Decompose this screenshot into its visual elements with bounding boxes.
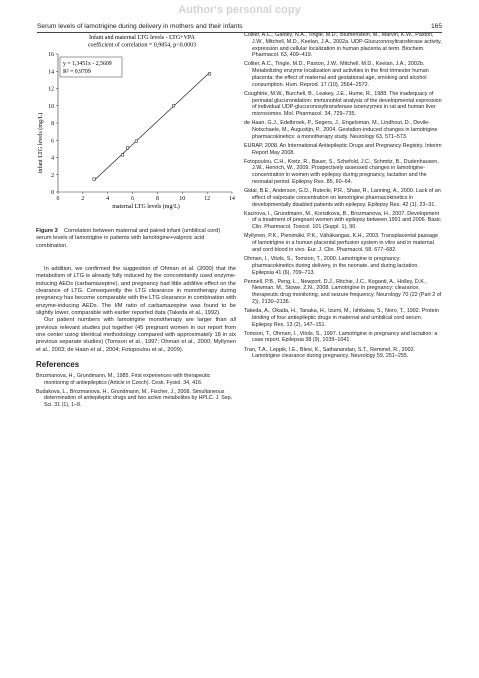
reference-item: Brozmanova, H., Grundmann, M., 1985. First experiences with therapeutic monitoring of antiepileptics (Article in Czech). Cesk. Fysiol. 34, 416.	[36, 373, 211, 386]
figure-caption-text: Correlation between maternal and paired infant (umbilical cord) serum levels of lamotrigine in patients with lamotrigine+valproic acid combination.	[36, 228, 221, 249]
data-point	[93, 178, 95, 180]
reference-item: Myllynen, P.K., Pienimäki, P.K., Vähäkangas, K.H., 2003. Transplacental passage of lamotrigine in a human placental perfusion system in vitro and in maternal and cord blood in vivo. Eur. J. Clin. Pharmacol. 58, 677–682.	[244, 233, 438, 253]
figure-3-chart	[36, 32, 236, 224]
reference-item: Kacirova, I., Grundmann, M., Koristkova, B., Brozmanova, H., 2007. Development of a treatment of pregnant women with epilepsy between 1991 and 2006. Basic Clin. Pharmacol. Toxicol. 101 (Suppl. 1), 90.	[244, 210, 441, 231]
chart-subtitle: coefficient of correlation = 0,9854, p<0.0003	[87, 42, 197, 49]
data-point	[135, 140, 137, 142]
watermark: Author's personal copy	[178, 4, 301, 16]
x-tick-label: 14	[229, 196, 235, 202]
x-tick-label: 4	[106, 196, 110, 202]
reference-item: EURAP, 2008. An International Antiepileptic Drugs and Pregnancy Registry. Interim Report May 2008.	[244, 142, 442, 156]
reference-item: Tran, T.A., Leppik, I.E., Blesi, K., Sathanandan, S.T., Remmel, R., 2002. Lamotrigine clearance during pregnancy. Neurology 59, 251–255.	[244, 346, 416, 360]
x-tick-label: 12	[204, 196, 211, 202]
y-tick-label: 0	[51, 190, 54, 196]
x-tick-label: 10	[179, 196, 186, 202]
paragraph-1: In addition, we confirmed the suggestion of Ohman et al. (2000) that the metabolism of LTG is already fully induced by the concomitantly used enzyme-inducing AEDs (carbamazepine), and pregnancy had little additive effect on the clearance of LTG. Consequently the LTG clearance in monotherapy during pregnancy has become comparable with the LTG clearance in combination with enzyme-inducing AEDs. The I/M ratio of carbamazepine was found to be slightly lower, comparable with earlier reported data (Takeda et al., 1992).	[36, 265, 237, 316]
data-point	[172, 105, 174, 107]
body-text	[36, 266, 236, 354]
references-left	[36, 373, 236, 409]
y-tick-label: 14	[48, 69, 54, 76]
data-point	[121, 154, 123, 156]
y-tick-label: 16	[48, 52, 54, 58]
reference-item: Budakova, L., Brozmanova, H., Grundmann, M., Fischer, J., 2008. Simultaneous determination of antiepileptic drugs and two active metabolites by HPLC. J. Sep. Sci. 31 (1), 1–8.	[36, 388, 233, 409]
reference-item: Pennell, P.B., Peng, L., Newport, D.J., Ritchie, J.C., Koganti, A., Holley, D.K., Newman, M., Stowe, Z.N., 2008. Lamotrigine in pregnancy: clearance, therapeutic drug monitoring, and seizure frequency. Neurology 70 (22 (Part 2 of 2)), 2130–2136.	[244, 278, 442, 305]
r-squared: R² = 0,9709	[63, 69, 91, 75]
x-tick-label: 8	[155, 196, 159, 202]
chart-title: Infant and maternal LTG levels - LTG+VPA	[88, 35, 196, 41]
y-tick-label: 6	[51, 138, 54, 145]
regression-equation: y = 1,3451x - 2,5609	[63, 61, 112, 67]
right-column	[244, 32, 442, 362]
y-axis-label: infant LTG levels (mg/L)	[38, 112, 44, 174]
scatter-plot	[36, 32, 236, 224]
reference-item: Takeda, A., Okada, H., Tanaka, H., Izumi, M., Ishikawa, S., Noro, T., 1992. Protein binding of four antiepileptic drugs in maternal and umbilical cord serum. Epilepsy Res. 13 (2), 147–151.	[244, 308, 439, 328]
reference-item: Coughtrie, M.W., Burchell, B., Leakey, J.E., Hume, R., 1988. The inadequacy of perinatal glucuronidation: immunoblot analysis of the developmental expression of individual UDP-glucuronosyltransferase isoenzymes in rat and human liver microsomes. Mol. Pharmacol. 34, 729–735.	[244, 90, 442, 118]
left-column	[36, 32, 236, 411]
y-tick-label: 10	[48, 103, 54, 110]
x-tick-label: 2	[81, 196, 85, 202]
data-point	[208, 73, 210, 75]
y-tick-label: 8	[51, 121, 54, 127]
reference-item: Collier, A.C., Ganley, N.A., Tingle, M.D., Blumenstein, M., Marvin, K.W., Paxton, J.W., Mitchell, M.D., Keelan, J.A., 2002a. UDP-Glucuronosyltransferase activity, expression and cellular localization in human placenta at term. Biochem. Pharmacol. 63, 409–419.	[244, 32, 442, 59]
trendline	[94, 73, 210, 181]
x-axis-label: maternal LTG levels (mg/L)	[112, 204, 180, 210]
plot-area	[48, 52, 235, 202]
reference-item: Collier, A.C., Tingle, M.D., Paxton, J.W., Mitchell, M.D., Keelan, J.A., 2002b. Metabolizing enzyme localization and activities in the first trimester human placenta: the effect of maternal and gestational age, smoking and alcohol consumption. Hum. Reprod. 17 (10), 2564–2572.	[244, 61, 429, 88]
reference-item: Ohman, I., Vitols, S., Tomson, T., 2000. Lamotrigine in pregnancy: pharmacokinetics during delivery, in the neonate, and during lactation. Epilepsia 41 (6), 709–713.	[244, 256, 419, 276]
data-point	[126, 147, 128, 149]
y-tick-label: 4	[51, 155, 54, 162]
reference-item: Gidal, B.E., Anderson, G.D., Rutecki, P.R., Shaw, R., Lanning, A., 2000. Lack of an effect of valproate concentration on lamotrigine pharmacokinetics in developmentally disabled patients with epilepsy. Epilepsy Res. 42 (1), 23–31.	[244, 188, 441, 208]
page-number: 165	[430, 23, 442, 30]
x-tick-label: 0	[56, 196, 60, 202]
x-tick-label: 6	[131, 196, 135, 202]
figure-label: Figure 3	[36, 228, 58, 234]
reference-item: de Haan, G.J., Edelbroek, P., Segers, J., Engelsman, M., Lindhout, D., Devile-Notschaele, M., Augustijn, P., 2004. Gestation-induced changes in lamotrigine pharmacokinetics: a monotherapy study. Neurology 63, 571–573.	[244, 120, 438, 140]
paragraph-2: Our patient numbers with lamotrigine monotherapy are larger than all previous relevant studies put together (45 pregnant women in our report from one center using identical methodology compared with approximately 18 in six previous separate studies) (Tomson et al., 1997; Ohman et al., 2000; Myllynen et al., 2003; de Haan et al., 2004; Fotopoulou et al., 2009).	[36, 317, 236, 353]
figure-caption	[36, 228, 236, 250]
y-tick-label: 2	[51, 172, 54, 179]
references-heading: References	[36, 360, 80, 370]
reference-item: Fotopoulou, C.H., Kretz, R., Bauer, S., Schefold, J.C., Schmitz, B., Dudenhausen, J.W., Henrich, W., 2009. Prospectively assessed changes in lamotrigine-concentration in women with epilepsy during pregnancy, lactation and the neonatal period. Epilepsy Res. 85, 60–64.	[244, 158, 439, 185]
running-title: Serum levels of lamotrigine during delivery in mothers and their infants	[37, 23, 243, 30]
reference-item: Tomson, T., Ohman, I., Vitols, S., 1997. Lamotrigine in pregnancy and lactation: a case report. Epilepsia 38 (9), 1039–1041.	[244, 330, 438, 344]
y-tick-label: 12	[48, 86, 54, 93]
